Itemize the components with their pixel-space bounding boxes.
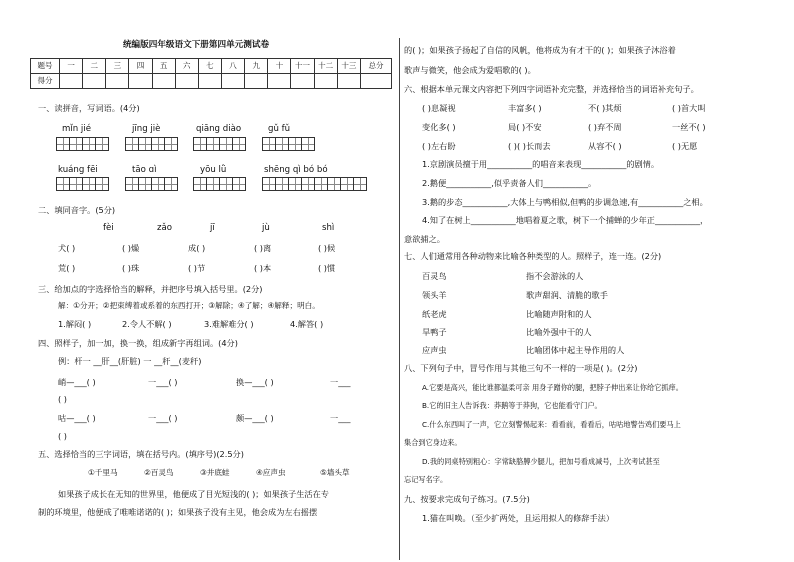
score-cell: 三 [106,59,129,74]
score-table-score-row [31,74,392,89]
q2-pinyin: zǎo [157,223,173,233]
q8-option-c: 集合到它身边来。 [404,438,462,447]
q4-blank[interactable]: ( ) [58,431,67,441]
q4-blank[interactable]: 颇—___( ) [236,413,274,423]
q1-pinyin: kuáng fēi [58,165,98,175]
q6-idiom[interactable]: ( )弃不周 [588,122,622,132]
q7-heading: 七、人们通常用各种动物来比喻各种类型的人。照样子，连一连。(2分) [404,251,662,261]
q7-right-item[interactable]: 指不会游泳的人 [526,271,584,281]
q6-idiom[interactable]: 局( )不安 [508,122,542,132]
q2-blank[interactable]: ( )候 [318,243,336,253]
q6-sentence[interactable]: 2.鹅便___________,似乎责备人们___________。 [422,178,597,188]
q3-heading: 三、给加点的字选择恰当的解释，并把序号填入括号里。(2分) [38,284,263,294]
q4-blank[interactable]: 一___( ) [148,377,178,387]
q4-example: 例：杆一 __肝__(肝脏) 一 __秆__(麦秆) [58,356,202,366]
q2-blank[interactable]: 犬( ) [58,243,76,253]
q6-idiom[interactable]: 丰富多( ) [508,103,542,113]
q2-blank[interactable]: ( )惯 [318,263,336,273]
q8-option-d: D.我的同桌特别粗心：字常缺胳膊少腿儿，把加号看成减号，上次考试甚至 [422,457,660,466]
q5-option: ③井底蛙 [200,468,230,477]
q3-explanations: 解：①分开；②把束缚着或系着的东西打开；③解除；④了解；④解释；明白。 [58,301,320,310]
column-divider [399,38,400,560]
q2-heading: 二、填同音字。(5分) [38,205,116,215]
q7-left-item[interactable]: 旱鸭子 [422,327,447,337]
score-cell: 一 [60,59,83,74]
q3-item[interactable]: 1.解闷( ) [58,319,92,329]
q8-option-d: 忘记写名字。 [404,475,448,484]
q4-heading: 四、照样子，加一加，换一换，组成新字再组词。(4分) [38,338,238,348]
score-table-header-row [31,59,392,74]
q4-blank[interactable]: 一___ [330,413,351,423]
q1-answer-grid[interactable] [262,177,366,191]
q7-right-item[interactable]: 比喻外强中干的人 [526,327,592,337]
q5-paragraph[interactable]: 制的环境里，他便成了唯唯诺诺的( )；如果孩子没有主见，他会成为左右摇摆 [38,507,318,517]
q5-option: ④应声虫 [256,468,286,477]
q5-option: ⑤墙头草 [320,468,350,477]
q1-answer-grid[interactable] [56,177,108,191]
q7-left-item[interactable]: 百灵鸟 [422,271,447,281]
score-input[interactable] [106,74,129,89]
q6-idiom[interactable]: ( )左右盼 [422,141,456,151]
score-input[interactable] [60,74,83,89]
q7-left-item[interactable]: 应声虫 [422,345,447,355]
score-input[interactable] [83,74,106,89]
q4-blank[interactable]: 一___ [330,377,351,387]
q2-blank[interactable]: ( )本 [254,263,272,273]
q5-continuation[interactable]: 的( )；如果孩子扬起了自信的风帆，他将成为有才干的( )；如果孩子沐浴着 [404,45,676,55]
q6-sentence: 意欲捕之。 [404,234,445,244]
score-input[interactable] [221,74,244,89]
q4-blank[interactable]: ( ) [58,394,67,404]
score-cell: 二 [83,59,106,74]
score-table [30,58,392,89]
q7-right-item[interactable]: 比喻随声附和的人 [526,309,592,319]
score-input[interactable] [268,74,291,89]
q8-option-a: A.它要是高兴，能比谁都温柔可亲 用身子蹭你的腿，把脖子伸出来让你给它抓痒。 [422,383,683,392]
q4-blank[interactable]: 峭—___( ) [58,377,96,387]
q1-pinyin: qiāng diào [196,124,242,134]
q1-pinyin: tāo ɑì [132,165,157,175]
q3-item[interactable]: 3.难解难分( ) [204,319,254,329]
q6-sentence[interactable]: 1.京剧演员擅于用___________的唱音来表现___________的剧情。 [422,159,660,169]
score-cell: 四 [129,59,152,74]
q6-idiom[interactable]: 变化多( ) [422,122,456,132]
q3-item[interactable]: 4.解答( ) [290,319,324,329]
score-cell: 五 [152,59,175,74]
q1-answer-grid[interactable] [125,137,177,151]
q6-idiom[interactable]: ( )( )长而去 [508,141,551,151]
q6-heading: 六、根据本单元课文内容把下列四字词语补充完整，并选择恰当的词语补充句子。 [404,84,699,94]
score-cell: 十二 [314,59,337,74]
q5-option: ②百灵鸟 [144,468,174,477]
q1-pinyin: ɡǔ fǔ [268,124,291,134]
q5-paragraph[interactable]: 如果孩子成长在无知的世界里，他便成了目光短浅的( )；如果孩子生活在专 [58,489,329,499]
q2-pinyin: fèi [103,223,114,233]
score-input[interactable] [361,74,392,89]
q7-right-item[interactable]: 比喻团体中起主导作用的人 [526,345,625,355]
score-cell: 总分 [361,59,392,74]
score-cell: 九 [245,59,268,74]
q2-pinyin: jī [210,223,215,233]
score-cell: 八 [221,59,244,74]
q2-pinyin: jù [262,223,270,233]
q9-sentence: 1.猫在叫唤。（至少扩两处，且运用拟人的修辞手法） [422,513,615,523]
exam-title: 统编版四年级语文下册第四单元测试卷 [122,40,270,50]
q5-option: ①千里马 [88,468,118,477]
q1-pinyin: jīng jiè [132,124,161,134]
score-cell: 十一 [291,59,314,74]
q1-pinyin: mǐn jié [62,124,91,134]
q1-pinyin: shēng qì bó bó [264,165,328,175]
score-input[interactable] [198,74,221,89]
score-input[interactable] [175,74,198,89]
q2-pinyin: shì [322,223,335,233]
q1-heading: 一、读拼音，写词语。(4分) [38,103,140,113]
q8-option-c: C.什么东西叫了一声，它立刻警惕起来：看看前，看看后，咕咕地警告鸡们要马上 [422,420,681,429]
score-cell: 六 [175,59,198,74]
q2-blank[interactable]: ( )离 [254,243,272,253]
q6-idiom[interactable]: ( )息凝视 [422,103,456,113]
score-input[interactable] [129,74,152,89]
q7-left-item[interactable]: 纸老虎 [422,309,447,319]
q7-left-item[interactable]: 领头羊 [422,290,447,300]
q2-blank[interactable]: 成( ) [188,243,206,253]
q6-sentence[interactable]: 4.知了在树上___________地唱着夏之歌，树下一个捕蝉的少年正___________， [422,215,709,225]
q6-idiom[interactable]: ( )首大叫 [672,103,706,113]
score-input[interactable] [291,74,314,89]
q5-heading: 五、选择恰当的三字词语，填在括号内。(填序号)(2.5分) [38,449,244,459]
q1-answer-grid[interactable] [56,137,108,151]
q8-option-b: B.它的旧主人告诉我：莽鹅等于莽狗，它也能看守门户。 [422,401,602,410]
score-cell: 七 [198,59,221,74]
q6-idiom[interactable]: 从容不( ) [588,141,622,151]
q3-item[interactable]: 2.令人不解( ) [122,319,172,329]
score-input[interactable] [337,74,360,89]
q6-idiom[interactable]: 一丝不( ) [672,122,706,132]
score-cell: 十三 [337,59,360,74]
score-input[interactable] [152,74,175,89]
score-cell: 题号 [31,59,60,74]
q1-answer-grid[interactable] [193,137,245,151]
q4-blank[interactable]: 换—___( ) [236,377,274,387]
q6-idiom[interactable]: ( )无愿 [672,141,698,151]
q1-answer-grid[interactable] [262,137,314,151]
q7-right-item[interactable]: 歌声甜润、清脆的歌手 [526,290,608,300]
q4-blank[interactable]: 一___( ) [148,413,178,423]
score-input[interactable] [245,74,268,89]
score-cell: 得分 [31,74,60,89]
q6-sentence[interactable]: 3.鹅的步态___________,大体上与鸭相似,但鸭的步调急速,有___________之相。 [422,197,708,207]
q1-answer-grid[interactable] [125,177,177,191]
q1-answer-grid[interactable] [193,177,245,191]
score-input[interactable] [314,74,337,89]
q2-blank[interactable]: ( )珠 [122,263,140,273]
q4-blank[interactable]: 咕—___( ) [58,413,96,423]
q5-continuation[interactable]: 歌声与微笑，他会成为爱唱歌的( )。 [404,65,536,75]
q8-heading: 八、下列句子中，冒号作用与其他三句不一样的一项是( )。(2分) [404,363,638,373]
q1-pinyin: yōu lǜ [200,165,227,175]
q6-idiom[interactable]: 不( )其烦 [588,103,622,113]
q2-blank[interactable]: ( )节 [188,263,206,273]
q2-blank[interactable]: ( )燥 [122,243,140,253]
q2-blank[interactable]: 荒( ) [58,263,76,273]
score-cell: 十 [268,59,291,74]
q9-heading: 九、按要求完成句子练习。(7.5分) [404,494,530,504]
